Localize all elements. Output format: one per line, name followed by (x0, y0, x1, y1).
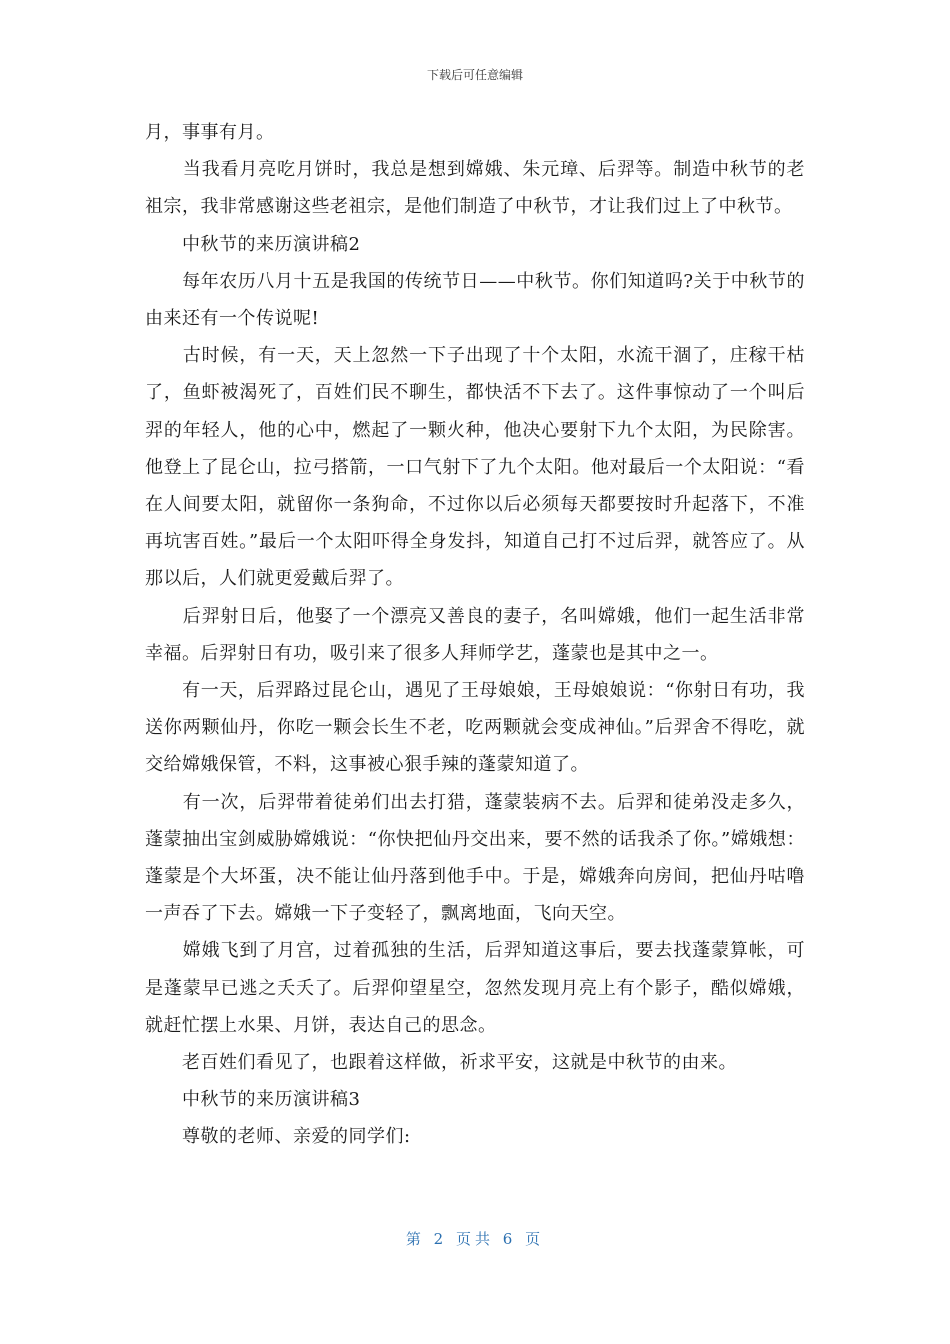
page-footer-prefix: 第 (405, 1230, 425, 1248)
paragraph: 古时候，有一天，天上忽然一下子出现了十个太阳，水流干涸了，庄稼干枯了，鱼虾被渴死了，百姓们民不聊生，都快活不下去了。这件事惊动了一个叫后羿的年轻人，他的心中，燃起了一颗火种，他决心要射下九个太阳，为民除害。他登上了昆仑山，拉弓搭箭，一口气射下了九个太阳。他对最后一个太阳说：“看在人间要太阳，就留你一条狗命，不过你以后必须每天都要按时升起落下，不准再坑害百姓。”最后一个太阳吓得全身发抖，知道自己打不过后羿，就答应了。从那以后，人们就更爱戴后羿了。 (145, 345, 805, 590)
paragraph: 有一次，后羿带着徒弟们出去打猎，蓬蒙装病不去。后羿和徒弟没走多久，蓬蒙抽出宝剑威胁嫦娥说：“你快把仙丹交出来，要不然的话我杀了你。”嫦娥想：蓬蒙是个大坏蛋，决不能让仙丹落到他手中。于是，嫦娥奔向房间，把仙丹咕噜一声吞了下去。嫦娥一下子变轻了，飘离地面，飞向天空。 (145, 791, 805, 925)
page-footer-suffix: 页 (525, 1230, 545, 1248)
paragraph: 嫦娥飞到了月宫，过着孤独的生活，后羿知道这事后，要去找蓬蒙算帐，可是蓬蒙早已逃之夭夭了。后羿仰望星空，忽然发现月亮上有个影子，酷似嫦娥，就赶忙摆上水果、月饼，表达自己的思念。 (145, 940, 805, 1036)
section-heading: 中秋节的来历演讲稿2 (145, 233, 361, 255)
document-body (145, 114, 805, 1156)
page-number-current: 2 (433, 1230, 448, 1248)
paragraph: 月，事事有月。 (145, 122, 275, 143)
page-number-total: 6 (502, 1230, 517, 1248)
page-header: 下载后可任意编辑 (426, 68, 523, 82)
page-footer-middle: 页共 (455, 1230, 494, 1248)
paragraph: 每年农历八月十五是我国的传统节日——中秋节。你们知道吗?关于中秋节的由来还有一个传说呢! (145, 270, 805, 330)
paragraph: 尊敬的老师、亲爱的同学们: (145, 1126, 411, 1148)
paragraph: 当我看月亮吃月饼时，我总是想到嫦娥、朱元璋、后羿等。制造中秋节的老祖宗，我非常感谢这些老祖宗，是他们制造了中秋节，才让我们过上了中秋节。 (145, 159, 805, 218)
section-heading: 中秋节的来历演讲稿3 (145, 1089, 361, 1111)
paragraph: 有一天，后羿路过昆仑山，遇见了王母娘娘，王母娘娘说：“你射日有功，我送你两颗仙丹，你吃一颗会长生不老，吃两颗就会变成神仙。”后羿舍不得吃，就交给嫦娥保管，不料，这事被心狠手辣的蓬蒙知道了。 (145, 680, 805, 776)
page-footer (0, 1228, 950, 1249)
paragraph: 后羿射日后，他娶了一个漂亮又善良的妻子，名叫嫦娥，他们一起生活非常幸福。后羿射日有功，吸引来了很多人拜师学艺，蓬蒙也是其中之一。 (145, 605, 805, 664)
paragraph: 老百姓们看见了，也跟着这样做，祈求平安，这就是中秋节的由来。 (145, 1052, 737, 1074)
